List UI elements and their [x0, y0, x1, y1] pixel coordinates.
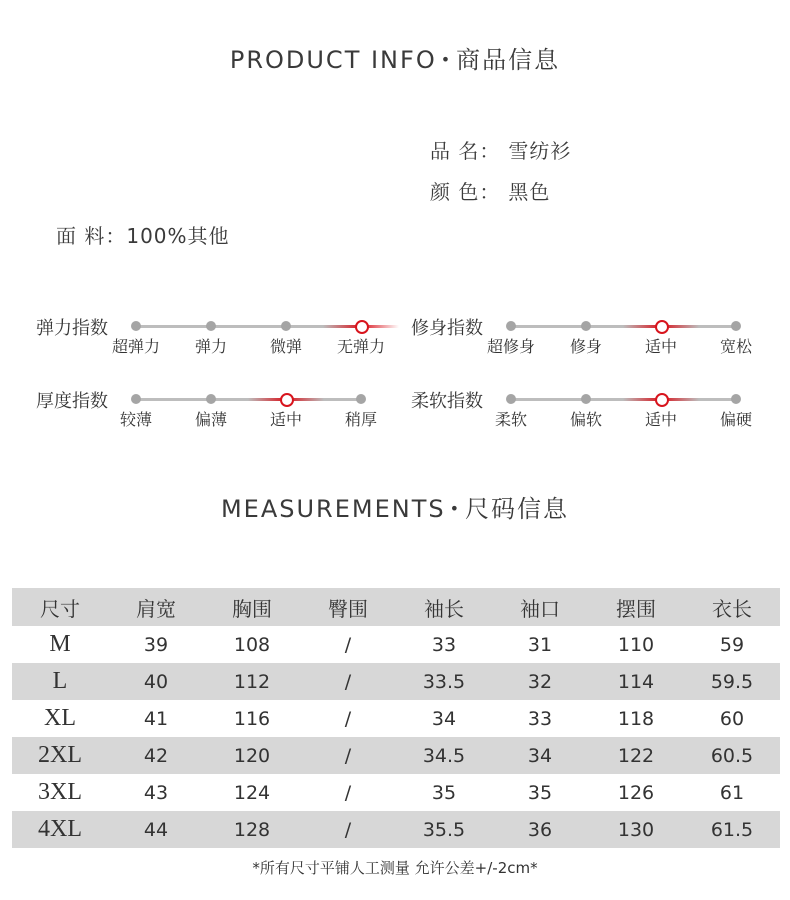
index-node-selected [655, 393, 669, 407]
index-option-label: 偏薄 [194, 410, 228, 429]
index-node-selected [355, 320, 369, 334]
table-cell: 34 [431, 707, 457, 730]
table-row [12, 663, 780, 700]
size-cell: 4XL [38, 816, 82, 842]
table-cell: 35 [527, 781, 553, 804]
table-cell: 118 [617, 707, 655, 730]
index-node [131, 321, 141, 331]
table-cell: 32 [527, 670, 553, 693]
table-cell: 43 [143, 781, 169, 804]
table-cell: 40 [143, 670, 169, 693]
index-label: 柔软指数 [411, 391, 483, 412]
index-label: 修身指数 [411, 318, 483, 339]
index-option-label: 偏硬 [719, 410, 753, 429]
index-node [506, 394, 516, 404]
column-header: 臀围 [328, 596, 368, 621]
table-cell: 42 [143, 744, 169, 767]
index-option-label: 适中 [644, 410, 678, 429]
table-cell: 116 [233, 707, 271, 730]
index-label: 厚度指数 [36, 391, 108, 412]
table-cell: / [344, 781, 352, 804]
table-cell: 34 [527, 744, 553, 767]
size-table-header-row [12, 588, 780, 626]
product-fabric-value: 100%其他 [126, 224, 230, 248]
table-cell: / [344, 818, 352, 841]
column-header: 袖长 [424, 596, 464, 621]
index-option-label: 超弹力 [111, 337, 161, 356]
product-info-title-cn: 商品信息 [456, 46, 561, 74]
index-option-label: 较薄 [119, 410, 153, 429]
table-cell: / [344, 670, 352, 693]
title-dot: • [440, 50, 453, 69]
table-cell: 60 [719, 707, 745, 730]
table-cell: 126 [617, 781, 655, 804]
table-cell: 61 [719, 781, 745, 804]
index-node-selected [280, 393, 294, 407]
table-cell: / [344, 744, 352, 767]
table-row [12, 774, 780, 811]
size-cell: 2XL [38, 742, 82, 768]
index-option-label: 柔软 [494, 410, 528, 429]
table-cell: 35.5 [422, 818, 466, 841]
fit-index-scale [411, 314, 790, 364]
product-fabric-line [56, 220, 230, 249]
product-name-value: 雪纺衫 [508, 139, 572, 163]
size-cell: XL [44, 705, 76, 731]
table-cell: 124 [233, 781, 271, 804]
index-node [731, 321, 741, 331]
table-cell: 33.5 [422, 670, 466, 693]
table-cell: 120 [233, 744, 271, 767]
table-cell: 39 [143, 633, 169, 656]
thickness-index-scale [36, 387, 416, 437]
index-node [206, 394, 216, 404]
index-option-label: 修身 [569, 337, 603, 356]
index-node [281, 321, 291, 331]
table-cell: 31 [527, 633, 553, 656]
softness-index-scale [411, 387, 790, 437]
table-cell: 130 [617, 818, 655, 841]
index-option-label: 偏软 [569, 410, 603, 429]
product-name-label: 品 名： [430, 139, 501, 163]
table-cell: 33 [527, 707, 553, 730]
column-header: 袖口 [520, 596, 560, 621]
table-cell: 41 [143, 707, 169, 730]
size-cell: M [49, 631, 71, 657]
index-node [581, 394, 591, 404]
table-cell: / [344, 633, 352, 656]
index-node [731, 394, 741, 404]
table-cell: 108 [233, 633, 271, 656]
index-option-label: 稍厚 [344, 410, 378, 429]
index-option-label: 超修身 [486, 337, 536, 356]
index-node [356, 394, 366, 404]
size-cell: L [52, 668, 68, 694]
index-label: 弹力指数 [36, 318, 108, 339]
product-color-line [430, 176, 550, 205]
table-cell: 59.5 [710, 670, 754, 693]
size-cell: 3XL [38, 779, 82, 805]
measurements-title [0, 489, 790, 524]
column-header: 摆围 [616, 596, 656, 621]
table-cell: 36 [527, 818, 553, 841]
index-node [581, 321, 591, 331]
table-row [12, 700, 780, 737]
index-option-label: 弹力 [194, 337, 228, 356]
table-cell: 114 [617, 670, 655, 693]
table-cell: 33 [431, 633, 457, 656]
table-cell: 60.5 [710, 744, 754, 767]
table-cell: 61.5 [710, 818, 754, 841]
table-cell: 35 [431, 781, 457, 804]
measurements-title-cn: 尺码信息 [465, 495, 570, 523]
table-row [12, 737, 780, 774]
title-dot: • [449, 499, 462, 518]
table-row [12, 626, 780, 663]
measurements-title-en: MEASUREMENTS [220, 495, 446, 523]
product-info-title [0, 40, 790, 75]
table-cell: 110 [617, 633, 655, 656]
column-header: 胸围 [232, 596, 272, 621]
table-row [12, 811, 780, 848]
table-cell: / [344, 707, 352, 730]
table-cell: 128 [233, 818, 271, 841]
index-option-label: 宽松 [719, 337, 753, 356]
table-cell: 122 [617, 744, 655, 767]
index-node [206, 321, 216, 331]
column-header: 尺寸 [40, 596, 80, 621]
index-option-label: 适中 [644, 337, 678, 356]
product-fabric-label: 面 料： [56, 224, 127, 248]
index-option-label: 微弹 [269, 337, 303, 356]
table-cell: 34.5 [422, 744, 466, 767]
index-option-label: 适中 [269, 410, 303, 429]
product-name-line [430, 135, 571, 164]
index-node [506, 321, 516, 331]
product-info-title-en: PRODUCT INFO [229, 46, 437, 74]
elasticity-index-scale [36, 314, 416, 364]
product-color-value: 黑色 [508, 180, 551, 204]
index-node [131, 394, 141, 404]
index-node-selected [655, 320, 669, 334]
measurement-note: *所有尺寸平铺人工测量 允许公差+/-2cm* [252, 859, 538, 877]
size-table [12, 588, 780, 848]
table-cell: 59 [719, 633, 745, 656]
product-color-label: 颜 色： [430, 180, 501, 204]
index-option-label: 无弹力 [336, 337, 386, 356]
table-cell: 44 [143, 818, 169, 841]
table-cell: 112 [233, 670, 271, 693]
column-header: 肩宽 [136, 596, 176, 621]
column-header: 衣长 [712, 596, 752, 621]
